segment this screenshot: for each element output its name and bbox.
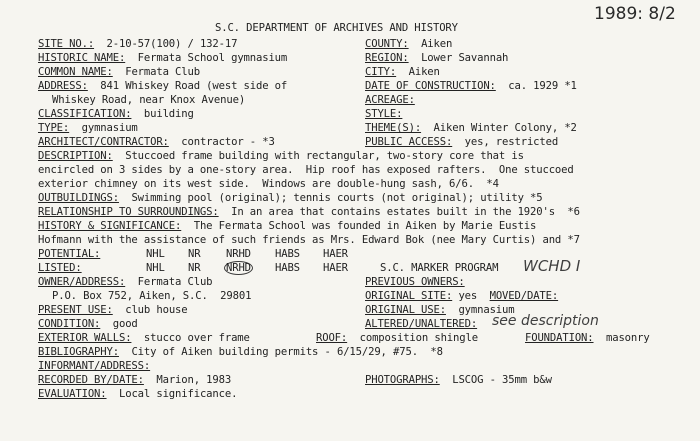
row-potential	[38, 248, 100, 261]
row-region	[365, 52, 508, 65]
owner-label: OWNER/ADDRESS:	[38, 276, 126, 288]
row-evaluation	[38, 388, 237, 401]
row-altered	[365, 318, 477, 331]
potential-opt-haer: HAER	[323, 248, 348, 260]
informant-label: INFORMANT/ADDRESS:	[38, 360, 151, 372]
row-city	[365, 66, 440, 79]
listed-opt-nhl: NHL	[146, 262, 165, 274]
photographs-value: LSCOG - 35mm b&w	[452, 374, 552, 386]
acreage-label: ACREAGE:	[365, 94, 415, 106]
common-name-label: COMMON NAME:	[38, 66, 113, 78]
site-no-value: 2-10-57(100) / 132-17	[106, 38, 238, 50]
row-common-name	[38, 66, 200, 79]
row-architect	[38, 136, 275, 149]
evaluation-value: Local significance.	[118, 388, 238, 400]
moved-date-label: MOVED/DATE:	[489, 290, 559, 302]
row-foundation	[525, 332, 650, 345]
row-previous-owners	[365, 276, 471, 289]
row-date-of-construction	[365, 80, 577, 93]
type-label: TYPE:	[38, 122, 70, 134]
row-public-access	[365, 136, 558, 149]
condition-value: good	[112, 318, 138, 330]
county-label: COUNTY:	[365, 38, 409, 50]
photographs-label: PHOTOGRAPHS:	[365, 374, 440, 386]
bibliography-label: BIBLIOGRAPHY:	[38, 346, 119, 358]
listed-label: LISTED:	[38, 262, 82, 274]
owner-line2: P.O. Box 752, Aiken, S.C. 29801	[52, 290, 252, 302]
listed-opt-nrhd	[226, 262, 251, 275]
row-outbuildings	[38, 192, 542, 205]
listed-opt-nr: NR	[188, 262, 201, 274]
evaluation-label: EVALUATION:	[38, 388, 107, 400]
exterior-walls-value: stucco over frame	[143, 332, 250, 344]
row-acreage	[365, 94, 421, 107]
address-label: ADDRESS:	[38, 80, 88, 92]
row-roof	[316, 332, 478, 345]
public-access-label: PUBLIC ACCESS:	[365, 136, 453, 148]
classification-label: CLASSIFICATION:	[38, 108, 132, 120]
potential-opt-nrhd: NRHD	[226, 248, 251, 260]
themes-label: THEME(S):	[365, 122, 422, 134]
exterior-walls-label: EXTERIOR WALLS:	[38, 332, 132, 344]
marker-program-handwritten: WCHD I	[523, 257, 581, 275]
public-access-value: yes, restricted	[464, 136, 559, 148]
row-historic-name	[38, 52, 287, 65]
city-label: CITY:	[365, 66, 397, 78]
original-use-value: gymnasium	[458, 304, 515, 316]
row-description	[38, 150, 524, 163]
outbuildings-label: OUTBUILDINGS:	[38, 192, 119, 204]
themes-value: Aiken Winter Colony, *2	[433, 122, 577, 134]
roof-value: composition shingle	[359, 332, 478, 344]
roof-label: ROOF:	[316, 332, 348, 344]
history-line2: Hofmann with the assistance of such friends as Mrs. Edward Bok (nee Mary Curtis) and *7	[38, 234, 580, 246]
architect-label: ARCHITECT/CONTRACTOR:	[38, 136, 169, 148]
altered-label: ALTERED/UNALTERED:	[365, 318, 478, 330]
description-label: DESCRIPTION:	[38, 150, 113, 162]
foundation-label: FOUNDATION:	[525, 332, 594, 344]
architect-value: contractor - *3	[181, 136, 275, 148]
potential-opt-nr: NR	[188, 248, 201, 260]
present-use-value: club house	[125, 304, 188, 316]
type-value: gymnasium	[81, 122, 138, 134]
address-line2: Whiskey Road, near Knox Avenue)	[52, 94, 246, 106]
date-of-construction-label: DATE OF CONSTRUCTION:	[365, 80, 496, 92]
potential-opt-habs: HABS	[275, 248, 300, 260]
date-of-construction-value: ca. 1929 *1	[508, 80, 577, 92]
present-use-label: PRESENT USE:	[38, 304, 113, 316]
marker-program-label: S.C. MARKER PROGRAM	[380, 262, 499, 274]
description-line3: exterior chimney on its west side. Windows are double-hung sash, 6/6. *4	[38, 178, 499, 190]
relationship-value: In an area that contains estates built in the 1920's *6	[231, 206, 580, 218]
style-label: STYLE:	[365, 108, 403, 120]
recorded-by-value: Marion, 1983	[156, 374, 232, 386]
description-line1: Stuccoed frame building with rectangular, two-story core that is	[125, 150, 524, 162]
county-value: Aiken	[421, 38, 453, 50]
row-original-site	[365, 290, 558, 303]
original-site-value: yes	[458, 290, 478, 302]
form-header: S.C. DEPARTMENT OF ARCHIVES AND HISTORY	[215, 22, 458, 34]
row-condition	[38, 318, 138, 331]
row-themes	[365, 122, 577, 135]
potential-label: POTENTIAL:	[38, 248, 101, 260]
row-relationship	[38, 206, 580, 219]
listed-opt-habs: HABS	[275, 262, 300, 274]
foundation-value: masonry	[605, 332, 650, 344]
row-style	[365, 108, 409, 121]
potential-opt-nhl: NHL	[146, 248, 165, 260]
previous-owners-label: PREVIOUS OWNERS:	[365, 276, 465, 288]
original-use-label: ORIGINAL USE:	[365, 304, 446, 316]
nrhd-circle-mark: NRHD	[226, 262, 251, 274]
history-label: HISTORY & SIGNIFICANCE:	[38, 220, 182, 232]
row-owner	[38, 276, 212, 289]
address-line1: 841 Whiskey Road (west side of	[100, 80, 288, 92]
region-value: Lower Savannah	[421, 52, 509, 64]
outbuildings-value: Swimming pool (original); tennis courts (not original); utility *5	[131, 192, 543, 204]
row-present-use	[38, 304, 188, 317]
handwritten-date-annotation: 1989: 8/2	[594, 4, 676, 24]
row-exterior-walls	[38, 332, 250, 345]
description-line2: encircled on 3 sides by a one-story area. Hip roof has exposed rafters. One stuccoed	[38, 164, 574, 176]
row-listed	[38, 262, 82, 275]
historic-name-label: HISTORIC NAME:	[38, 52, 126, 64]
row-bibliography	[38, 346, 443, 359]
region-label: REGION:	[365, 52, 409, 64]
history-line1: The Fermata School was founded in Aiken by Marie Eustis	[193, 220, 537, 232]
condition-label: CONDITION:	[38, 318, 101, 330]
historic-name-value: Fermata School gymnasium	[137, 52, 288, 64]
listed-opt-haer: HAER	[323, 262, 348, 274]
row-informant	[38, 360, 156, 373]
row-history	[38, 220, 536, 233]
owner-line1: Fermata Club	[137, 276, 213, 288]
relationship-label: RELATIONSHIP TO SURROUNDINGS:	[38, 206, 219, 218]
row-photographs	[365, 374, 552, 387]
city-value: Aiken	[408, 66, 440, 78]
row-address	[38, 80, 287, 93]
row-type	[38, 122, 138, 135]
altered-handwritten: see description	[492, 313, 599, 329]
site-no-label: SITE NO.:	[38, 38, 95, 50]
row-site-no	[38, 38, 237, 51]
bibliography-value: City of Aiken building permits - 6/15/29, #75. *8	[131, 346, 443, 358]
common-name-value: Fermata Club	[125, 66, 200, 78]
original-site-label: ORIGINAL SITE:	[365, 290, 453, 302]
row-county	[365, 38, 452, 51]
row-classification	[38, 108, 194, 121]
recorded-by-label: RECORDED BY/DATE:	[38, 374, 144, 386]
classification-value: building	[143, 108, 194, 120]
row-recorded-by	[38, 374, 231, 387]
